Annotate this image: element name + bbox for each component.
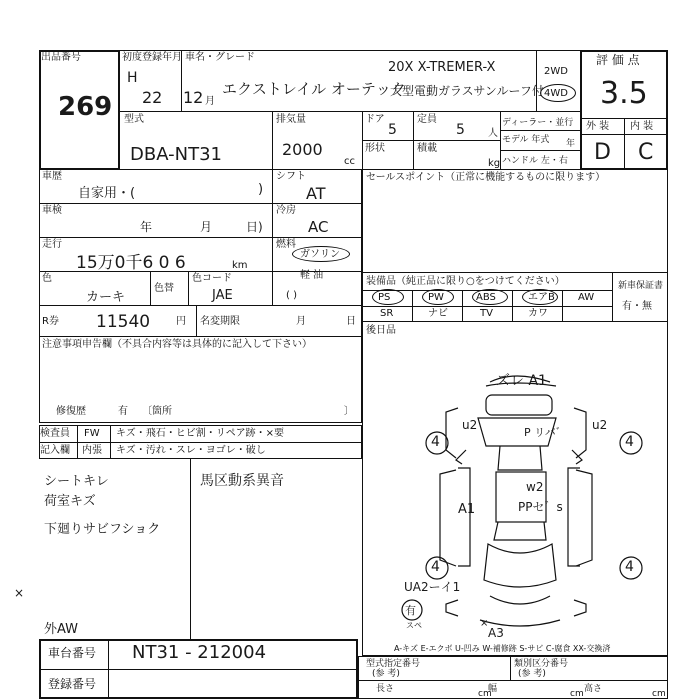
ua2-mark: UA2ーイ1 bbox=[404, 580, 461, 594]
diagram-x-mark: × bbox=[480, 618, 489, 629]
seats: 5 bbox=[456, 122, 465, 138]
equip-airbag: エアB bbox=[528, 292, 555, 303]
roof-crack-mark: P リバ゛ bbox=[524, 426, 567, 439]
note-line1: シートキレ bbox=[44, 474, 109, 489]
repair-area: 〔箇所 bbox=[142, 406, 172, 417]
fuel-light: 軽 油 bbox=[300, 270, 324, 281]
equip-sr: SR bbox=[380, 308, 394, 319]
rl-wheel-mark: 4 bbox=[431, 559, 440, 575]
equip-aw: AW bbox=[578, 292, 595, 303]
score: 3.5 bbox=[600, 76, 648, 111]
fuel-paren: ( ) bbox=[286, 290, 297, 301]
sales-label: セールスポイント（正常に機能するものに限ります） bbox=[366, 172, 606, 183]
inspector-label: 検査員 bbox=[40, 428, 70, 439]
persons-unit: 人 bbox=[488, 128, 498, 139]
ac: AC bbox=[308, 218, 329, 236]
expiry-month-unit: 月 bbox=[296, 316, 306, 327]
warranty-label: 新車保証書 bbox=[618, 281, 664, 291]
km-unit: km bbox=[232, 260, 248, 271]
model-code: DBA-NT31 bbox=[130, 144, 222, 165]
center-mark: PPセ゛s bbox=[518, 500, 563, 514]
u2-left-mark: u2 bbox=[462, 418, 478, 432]
grade-line1: 20X X-TREMER-X bbox=[388, 60, 496, 75]
color-label: 色 bbox=[42, 273, 52, 284]
usage-label: 車歴 bbox=[42, 171, 62, 182]
equip-ps: PS bbox=[378, 292, 391, 303]
mileage-label: 走行 bbox=[42, 239, 62, 250]
left-x-mark: × bbox=[14, 586, 25, 600]
chassis-value: NT31 - 212004 bbox=[132, 642, 267, 663]
inspection-day: 日) bbox=[246, 220, 263, 234]
lot-number: 269 bbox=[58, 92, 113, 122]
reg-expiry-label: 名変期限 bbox=[200, 316, 240, 327]
spec-number-label: 型式指定番号 bbox=[366, 659, 421, 669]
height-label: 高さ bbox=[584, 684, 603, 694]
repair-label: 修復歴 bbox=[56, 406, 86, 417]
width-cm: cm bbox=[570, 689, 584, 699]
exterior-grade: D bbox=[594, 140, 611, 165]
load-label: 積載 bbox=[417, 143, 437, 154]
fw-items: キズ・飛石・ヒビ割・リペア跡・×要 bbox=[116, 428, 284, 439]
fw-label: FW bbox=[84, 428, 100, 439]
ac-label: 冷房 bbox=[276, 205, 296, 216]
color-change-label: 色替 bbox=[154, 283, 174, 294]
usage-close: ) bbox=[258, 182, 264, 197]
dealer-label: ディーラー・並行 bbox=[502, 118, 574, 128]
warranty-value: 有・無 bbox=[622, 301, 652, 312]
rear-mark: 有 bbox=[405, 604, 416, 617]
kg-unit: kg bbox=[488, 158, 501, 169]
year-unit: 年 bbox=[566, 139, 576, 149]
recycle-amount: 11540 bbox=[96, 312, 151, 332]
length-cm: cm bbox=[478, 689, 492, 699]
inspection-label: 車検 bbox=[42, 205, 62, 216]
color-code: JAE bbox=[212, 288, 233, 303]
note-line3: 下廻りサビフショク bbox=[44, 522, 161, 537]
grade-line2: 大型電動ガラスサンルーフ付 bbox=[390, 84, 544, 98]
a3-mark: A3 bbox=[488, 626, 504, 640]
exterior-label: 外 装 bbox=[586, 121, 610, 132]
yen-unit: 円 bbox=[176, 316, 186, 327]
doors: 5 bbox=[388, 122, 397, 138]
equip-abs: ABS bbox=[476, 292, 496, 303]
lot-label: 出品番号 bbox=[41, 52, 81, 63]
car-name: エクストレイル オーテック bbox=[222, 80, 406, 98]
fr-wheel-mark: 4 bbox=[625, 434, 634, 450]
shape-label: 形状 bbox=[365, 143, 385, 154]
note-line2: 荷室キズ bbox=[44, 494, 96, 509]
equip-pw: PW bbox=[428, 292, 444, 303]
drive-2wd: 2WD bbox=[544, 66, 568, 77]
mileage: 15万0千6 0 6 bbox=[76, 253, 186, 273]
drive-4wd: 4WD bbox=[544, 88, 568, 99]
note-line4: 外AW bbox=[44, 622, 79, 637]
spec-number-ref: (参 考) bbox=[372, 669, 400, 679]
inside-items: キズ・汚れ・スレ・ヨゴレ・破し bbox=[116, 445, 266, 456]
diagram-top-label: ズレ A1 bbox=[496, 373, 547, 389]
expiry-day-unit: 日 bbox=[346, 316, 356, 327]
class-number-label: 類別区分番号 bbox=[514, 659, 569, 669]
score-label: 評 価 点 bbox=[596, 53, 640, 67]
car-name-label: 車名・グレード bbox=[185, 52, 255, 63]
model-label: 型式 bbox=[124, 114, 144, 125]
fl-wheel-mark: 4 bbox=[431, 434, 440, 450]
seats-label: 定員 bbox=[417, 114, 437, 125]
equipment-label: 装備品（純正品に限り○をつけてください） bbox=[366, 276, 565, 287]
first-reg-label: 初度登録年月 bbox=[122, 52, 182, 63]
handle-label: ハンドル 左・右 bbox=[502, 156, 568, 166]
after-label: 後日品 bbox=[366, 325, 396, 336]
era: H bbox=[127, 70, 138, 86]
equip-leather: カワ bbox=[528, 308, 548, 319]
caution-label: 注意事項申告欄（不具合内容等は具体的に記入して下さい） bbox=[42, 339, 312, 350]
shift-label: シフト bbox=[276, 171, 306, 182]
inspection-month: 月 bbox=[200, 220, 213, 234]
color: カーキ bbox=[86, 290, 126, 305]
inside-label: 内張 bbox=[82, 445, 102, 456]
r-label: R券 bbox=[42, 316, 59, 327]
doors-label: ドア bbox=[365, 114, 385, 125]
cc-unit: cc bbox=[344, 156, 355, 167]
equip-navi: ナビ bbox=[428, 308, 448, 319]
rear-sub-mark: スペ bbox=[406, 621, 422, 630]
interior-label: 内 装 bbox=[630, 121, 654, 132]
inspection-year: 年 bbox=[140, 220, 153, 234]
displacement: 2000 bbox=[282, 140, 323, 159]
reg-number-label: 登録番号 bbox=[48, 677, 97, 691]
width-label: 幅 bbox=[488, 684, 498, 694]
color-code-label: 色コード bbox=[192, 273, 232, 284]
u2-right-mark: u2 bbox=[592, 418, 608, 432]
class-number-ref: (参 考) bbox=[518, 669, 546, 679]
equip-tv: TV bbox=[480, 308, 493, 319]
a1-side-mark: A1 bbox=[458, 502, 476, 517]
rr-wheel-mark: 4 bbox=[625, 559, 634, 575]
legend-text: A-キズ E-エクボ U-凹み W-補修跡 S-サビ C-腐食 XX-交換済 bbox=[394, 644, 611, 653]
length-label: 長さ bbox=[376, 684, 395, 694]
displacement-label: 排気量 bbox=[276, 114, 306, 125]
interior-grade: C bbox=[638, 140, 654, 165]
entry-label: 記入欄 bbox=[40, 445, 70, 456]
repair-value: 有 bbox=[118, 406, 128, 417]
fuel-label: 燃料 bbox=[276, 239, 296, 250]
usage-value: 自家用・( bbox=[78, 186, 136, 201]
note-remark: 馬区動系異音 bbox=[200, 473, 284, 489]
w2-mark: w2 bbox=[526, 480, 544, 494]
reg-month-unit: 月 bbox=[205, 96, 215, 107]
shift: AT bbox=[306, 184, 326, 203]
fuel-gas: ガソリン bbox=[300, 249, 340, 260]
model-year-label: モデル 年式 bbox=[502, 135, 550, 145]
reg-year: 22 bbox=[142, 88, 163, 107]
height-cm: cm bbox=[652, 689, 666, 699]
chassis-label: 車台番号 bbox=[48, 646, 97, 660]
repair-close: 〕 bbox=[344, 406, 354, 417]
reg-month: 12 bbox=[183, 88, 204, 107]
